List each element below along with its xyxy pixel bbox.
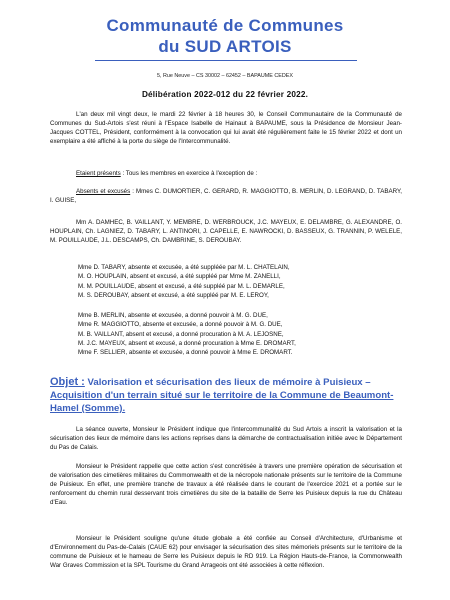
absent-paragraph [50,187,402,205]
list-item: M. B. VAILLANT, absent et excusé, a donné procuration à M. A. LEJOSNE, [78,330,284,338]
body-paragraph-3: Monsieur le Président souligne qu'une étude globale a été confiée au Conseil d'Architecture, d'Urbanisme et d'Environnement du Pas-de-Calais (CAUE 62) pour envisager la sécurisation des sites mémoriels présents sur le territoire de la commune de Puisieux et le hameau de Serre les Puisieux depuis le RD 919. La Région Hauts-de-France, la Commonwealth War Graves Commission et la SPL Tourisme du Grand Arrageois ont été associées à cette réflexion. [50,535,402,570]
present-label: Etaient présents [76,170,121,177]
body-paragraph-1: La séance ouverte, Monsieur le Président indique que l'intercommunalité du Sud Artois a inscrit la valorisation et la sécurisation des lieux de mémoire dans les actions reprises dans la démarche de contractualisation initiée avec le Département du Pas de Calais. [50,426,402,452]
objet-label: Objet : [50,376,85,388]
objet-text: Valorisation et sécurisation des lieux de mémoire à Puisieux – [84,377,371,388]
list-item: Mme R. MAGGIOTTO, absente et excusée, a donné pouvoir à M. G. DUE, [78,321,283,329]
header-title-line2: du SUD ARTOIS [158,37,292,56]
substitutes-list [78,263,398,300]
header-title-line1: Communauté de Communes [106,16,344,35]
intro-paragraph: L'an deux mil vingt deux, le mardi 22 février à 18 heures 30, le Conseil Communautaire de la Communauté de Communes du Sud-Artois s'est réuni à l'Espace Isabelle de Hainaut à BAPAUME, sous la Présidence de Monsieur Jean-Jacques COTTEL, Président, conformément à la convocation qui lui avait été régulièrement faite le 15 février 2022 et dont un exemplaire a été affiché à la porte du siège de l'Intercommunalité. [50,111,402,146]
list-item: Mme F. SELLIER, absente et excusée, a donné pouvoir à Mme E. DROMART. [78,349,293,357]
absent-label: Absents et excusés [76,188,131,195]
list-item: M. S. DEROUBAY, absent et excusé, a été suppléé par M. E. LEROY, [78,291,269,299]
proxies-list [78,311,398,357]
list-item: Mme D. TABARY, absente et excusée, a été suppléée par M. L. CHATELAIN, [78,264,290,271]
list-item: M. O. HOUPLAIN, absent et excusé, a été suppléé par Mme M. ZANELLI, [78,273,281,281]
deliberation-title: Délibération 2022-012 du 22 février 2022. [141,90,309,99]
objet-text-underlined: Acquisition d'un terrain situé sur le territoire de la Commune de Beaumont-Hamel (Somme). [50,390,394,414]
absent-text: : Mmes C. DUMORTIER, C. GERARD, R. MAGGIOTTO, B. MERLIN, D. LEGRAND, D. TABARY, I. GUISE, [50,188,402,205]
header-address: 5, Rue Neuve – CS 30002 – 62452 – BAPAUME CEDEX [157,73,293,79]
present-line [50,169,402,178]
header-divider [95,60,357,61]
objet-heading [50,376,404,415]
list-item: Mme B. MERLIN, absente et excusée, a donné pouvoir à M. G. DUE, [78,312,268,319]
body-paragraph-2: Monsieur le Président rappelle que cette action s'est concrétisée à travers une première opération de sécurisation et de valorisation des cimetières militaires du Commonwealth et de la nécropole nationale présents sur le territoire de la Commune de Puisieux. En effet, une première tranche de travaux a été réalisée dans le courant de l'exercice 2021 et a portée sur le renforcement du chemin rural desservant trois cimetières du site de la bataille de Serre les Puisieux depuis la rue du Château d'Eau. [50,463,402,507]
absent-men-paragraph: Mm A. DAMHEC, B. VAILLANT, Y. MEMBRE, D. WERBROUCK, J.C. MAYEUX, E. DELAMBRE, G. ALEXANDRE, O. HOUPLAIN, Ch. LAGNIEZ, D. TABARY, L. ANTINORI, J. CAPELLE, E. NAWROCKI, D. BASSEUX, G. TRANNIN, P. WELELE, M. POUILLAUDE, J.L. DESCAMPS, Ch. DAMBRINE, S. DEROUBAY. [50,219,402,245]
list-item: M. J.C. MAYEUX, absent et excusé, a donné procuration à Mme E. DROMART, [78,339,296,347]
list-item: M. M. POUILLAUDE, absent et excusé, a été suppléé par M. L. DEMARLE, [78,282,285,290]
present-text: : Tous les membres en exercice à l'exception de : [120,170,258,177]
